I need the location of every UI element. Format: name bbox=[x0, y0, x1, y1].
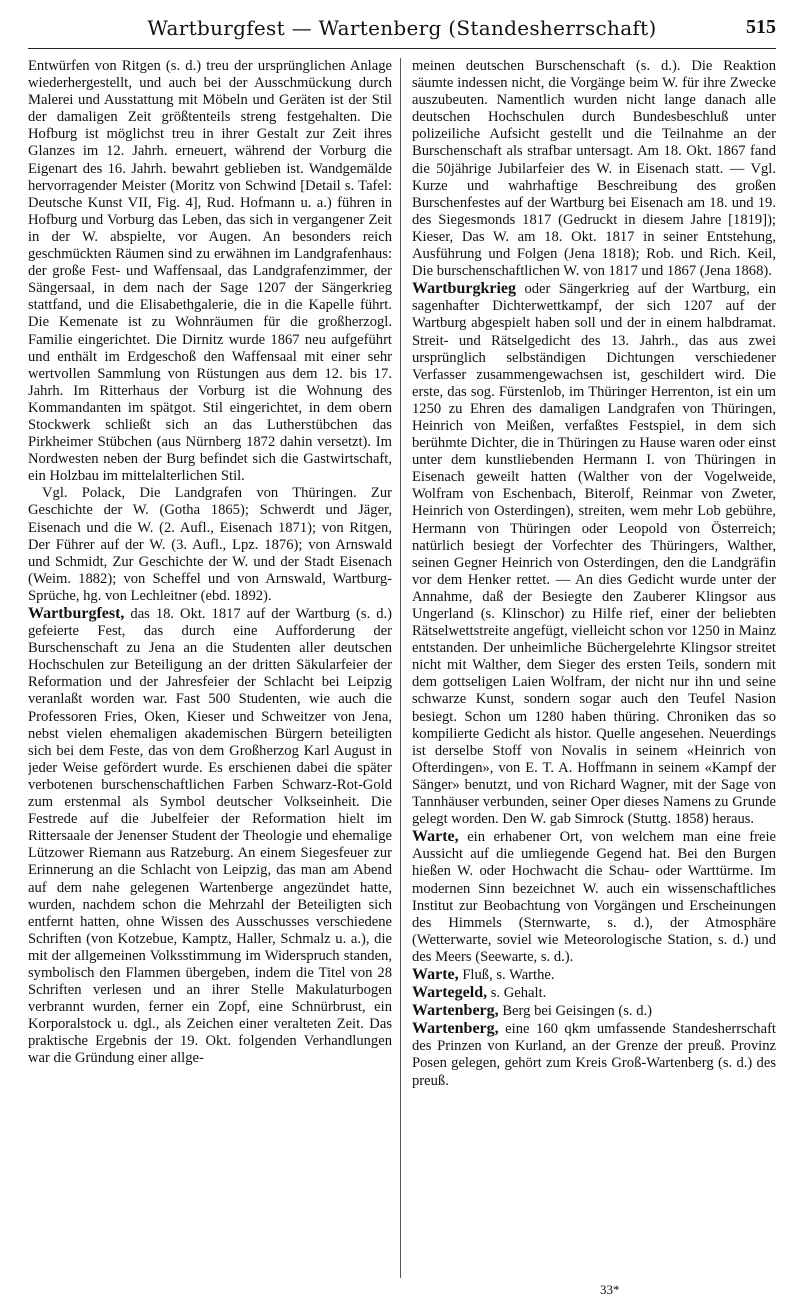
right-column bbox=[412, 58, 776, 1278]
signature-mark: 33* bbox=[600, 1282, 620, 1297]
left-column bbox=[28, 58, 392, 1278]
entry-headword: Wartenberg, bbox=[412, 1020, 499, 1038]
entry-warte-river bbox=[412, 966, 776, 984]
paragraph-wartburg-literature: Vgl. Polack, Die Landgrafen von Thüringen. Zur Geschichte der W. (Gotha 1865); Schwerdt und Jäger, Eisenach und die W. (2. Aufl., Eisenach 1871); von Ritgen, Der Führer auf der W. (3. Aufl., Lpz. 1876); von Arnswald und Schmidt, Zur Geschichte der W. und der Stadt Eisenach (Weim. 1882); von Scheffel und von Arnswald, Wartburg-Sprüche, hg. von Lechleitner (ebd. 1892). bbox=[28, 485, 392, 604]
entry-body: Berg bei Geisingen (s. d.) bbox=[502, 1003, 653, 1020]
entry-body: ein erhabener Ort, von welchem man eine freie Aussicht auf die umliegende Gegend hat. Bei den Burgen hießen W. oder Hochwacht die Schau- oder Warttürme. Im modernen Sinn bezeichnet W. auch ein wissenschaftliches Institut zur Beobachtung von Vorgängen und Erscheinungen des Himmels (Sternwarte, s. d.), der Atmosphäre (Wetterwarte, soviel wie Meteorologische Station, s. d.) und des Meers (Seewarte, s. d.). bbox=[412, 829, 776, 965]
entry-headword: Wartburgkrieg bbox=[412, 280, 516, 298]
entry-wartegeld bbox=[412, 984, 776, 1002]
text-columns bbox=[28, 58, 776, 1278]
entry-headword: Wartegeld, bbox=[412, 984, 488, 1002]
entry-headword: Wartburgfest, bbox=[28, 605, 125, 622]
paragraph-wartburgfest-continued: meinen deutschen Burschenschaft (s. d.). Die Reaktion säumte indessen nicht, die Vorgänge beim W. für ihre Zwecke auszubeuten. Namentlich wurden nicht lange danach alle deutschen Hochschulen durch Bundesbeschluß unter polizeiliche Aufsicht gestellt und die Teilnahme an der Burschenschaft als strafbar untersagt. Am 18. Okt. 1867 fand die 50jährige Jubilarfeier des W. in Eisenach statt. — Vgl. Kurze und wahrhaftige Beschreibung des großen Burschenfestes auf der Wartburg bei Eisenach am 18. und 19. des Siegesmonds 1817 (Gedruckt in diesem Jahre [1819]); Kieser, Das W. am 18. Okt. 1817 in seiner Entstehung, Ausführung und Folgen (Jena 1818); Rob. und Rich. Keil, Die burschenschaftlichen W. von 1817 und 1867 (Jena 1868). bbox=[412, 58, 776, 280]
paragraph-wartburg-continued: Entwürfen von Ritgen (s. d.) treu der ursprünglichen Anlage wiederhergestellt, und auch bei der Ausschmückung durch Malerei und Ausstattung mit Möbeln und Geräten ist der Stil der damaligen Zeit größtenteils streng festgehalten. Die Hofburg ist möglichst treu in ihrer Gestalt zur Zeit ihres Glanzes im 12. Jahrh. erneuert, während der Vorburg die Eigenart des 16. Jahrh. bewahrt geblieben ist. Wandgemälde hervorragender Meister (Moritz von Schwind [Detail s. Tafel: Deutsche Kunst VII, Fig. 4], Rud. Hofmann u. a.) führen in Hofburg und Vorburg das Leben, das sich in vergangener Zeit in der W. abspielte, vor Augen. An besonders reich geschmückten Räumen sind zu erwähnen im Landgrafenhaus: der große Fest- und Waffensaal, das Landgrafenzimmer, der Sängersaal, in dem nach der Sage 1207 der Sängerkrieg stattfand, und die Elisabethgalerie, die in die Kapelle führt. Die Kemenate ist zu Wohnräumen für die großherzogl. Familie eingerichtet. Die Dirnitz wurde 1867 neu aufgeführt und enthält im Erdgeschoß den Waffensaal mit einer sehr wertvollen Sammlung von Rüstungen aus dem 12. bis 17. Jahrh. Im Ritterhaus der Vorburg ist die Wohnung des Kommandanten im spätgot. Stil eingerichtet, in dem obern Stockwerk schließt sich an das Lutherstübchen das Pirkheimer Stübchen (aus Nürnberg 1872 dahin versetzt). Im Nordwesten neben der Burg befindet sich die Gastwirtschaft, ein Holzbau im mittelalterlichen Stil. bbox=[28, 58, 392, 485]
entry-body: das 18. Okt. 1817 auf der Wartburg (s. d.) gefeierte Fest, das durch eine Aufforderung der Burschenschaft zu Jena an die Studenten aller deutschen Hochschulen zur Beteiligung an der dritten Säkularfeier der Reformation und der Jahresfeier der Schlacht bei Leipzig veranlaßt worden war. Fast 500 Studenten, wie auch die Professoren Fries, Oken, Kieser und Schweitzer von Jena, nebst vielen ehemaligen akademischen Bürgern beteiligten sich bei dem Feste, das von dem Großherzog Karl August in jeder Weise gefördert wurde. Es erschienen dabei die später verbotenen burschenschaftlichen Farben Schwarz-Rot-Gold zum erstenmal als Symbol deutscher Volkseinheit. Die Festrede auf die Jubelfeier der Reformation hielt im Rittersaale der Jenenser Student der Theologie und ehemalige Lützower Riemann aus Ratzeburg. An einem Siegesfeuer zur Erinnerung an die Schlacht von Leipzig, das man am Abend auf dem nahe gelegenen Wartenberge angezündet hatte, wurden, nachdem schon die Mehrzahl der Beteiligten sich entfernt hatten, ohne Wissen des Ausschusses verschiedene Schriften (von Kotzebue, Kamptz, Haller, Schmalz u. a.), die mit der allgemeinen Volksstimmung im Widerspruch standen, symbolisch den Flammen übergeben, indem die Titel von 28 Schriften verlesen und an ihrer Stelle Makulaturbogen verbrannt wurden, ferner ein Zopf, eine Schnürbrust, ein Korporalstock u. dgl., als Zeichen einer veralteten Zeit. Das praktische Ergebnis der 19. Okt. folgenden Verhandlungen war die Gründung einer allge- bbox=[28, 606, 392, 1067]
entry-body: Fluß, s. Warthe. bbox=[462, 966, 555, 983]
entry-wartenberg-mountain bbox=[412, 1002, 776, 1020]
entry-headword: Warte, bbox=[412, 828, 459, 846]
entry-body: s. Gehalt. bbox=[490, 985, 547, 1002]
entry-headword: Warte, bbox=[412, 965, 459, 983]
entry-headword: Wartenberg, bbox=[412, 1002, 499, 1020]
page-number: 515 bbox=[746, 16, 776, 38]
entry-body: oder Sängerkrieg auf der Wartburg, ein sagenhafter Dichterwettkampf, der sich 1207 auf der Wartburg abgespielt haben soll und der in einem halbdramat. Streit- und Rätselgedicht des 13. Jahrh., das aus zwei ursprünglich selbständigen Dichtungen verschiedener Verfasser zusammengewachsen ist, geschildert wird. Die erste, das sog. Fürstenlob, im Thüringer Herrenton, ist ein um 1250 zu Ehren des damaligen Landgrafen von Thüringen, Heinrich von Meißen, verfaßtes Festspiel, in dem sich berühmte Dichter, die in Thüringen zu Hause waren oder einst unter dem kunstliebenden Hermann I. von Thüringen in Eisenach geweilt hatten (Walther von der Vogelweide, Wolfram von Eschenbach, Biterolf, Reinmar von Zweter, Heinrich von Osterdingen), streiten, wem mehr Lob gebühre, Hermann von Thüringen oder Leopold von Österreich; natürlich besiegt der Vorfechter des Thüringers, Walther, seinen Gegner Heinrich von Osterdingen, den die Landgräfin vor dem Henker rettet. — An dies Gedicht wurde unter der Annahme, daß der Besiegte den Zauberer Klingsor aus Ungerland (s. Klinschor) zu Hilfe rief, einer der beliebten Rätselwettstreite angefügt, vielleicht schon vor 1250 in Mainz entstanden. Der unheimliche Büchergelehrte Klingsor streitet nicht mit Walther, dem Sieger des ersten Teils, sondern mit dem gottseligen Laien Wolfram, der nicht nur ihn und seine schwarze Kunst, sondern sogar auch den Teufel Nasion besiegt. Schon um 1280 haben thüring. Chroniken das so kompilierte Gedicht als histor. Quelle angesehen. Neuerdings ist derselbe Stoff von Novalis in seinem «Heinrich von Ofterdingen», von E. T. A. Hoffmann in seinem «Kampf der Sänger» benutzt, und von Richard Wagner, mit der Sage von Tannhäuser verbunden, seiner Oper dieses Namens zu Grunde gelegt worden. Den W. gab Simrock (Stuttg. 1858) heraus. bbox=[412, 281, 776, 828]
running-title: Wartburgfest — Wartenberg (Standesherrschaft) bbox=[147, 16, 657, 40]
entry-wartburgkrieg bbox=[412, 280, 776, 828]
entry-wartburgfest bbox=[28, 605, 392, 1068]
page-header bbox=[28, 14, 776, 49]
entry-warte bbox=[412, 828, 776, 966]
entry-body: eine 160 qkm umfassende Standesherrschaft des Prinzen von Kurland, an der Grenze der preuß. Provinz Posen gelegen, gehört zum Kreis Groß-Wartenberg (s. d.) des preuß. bbox=[412, 1021, 776, 1089]
entry-wartenberg-lordship bbox=[412, 1020, 776, 1089]
